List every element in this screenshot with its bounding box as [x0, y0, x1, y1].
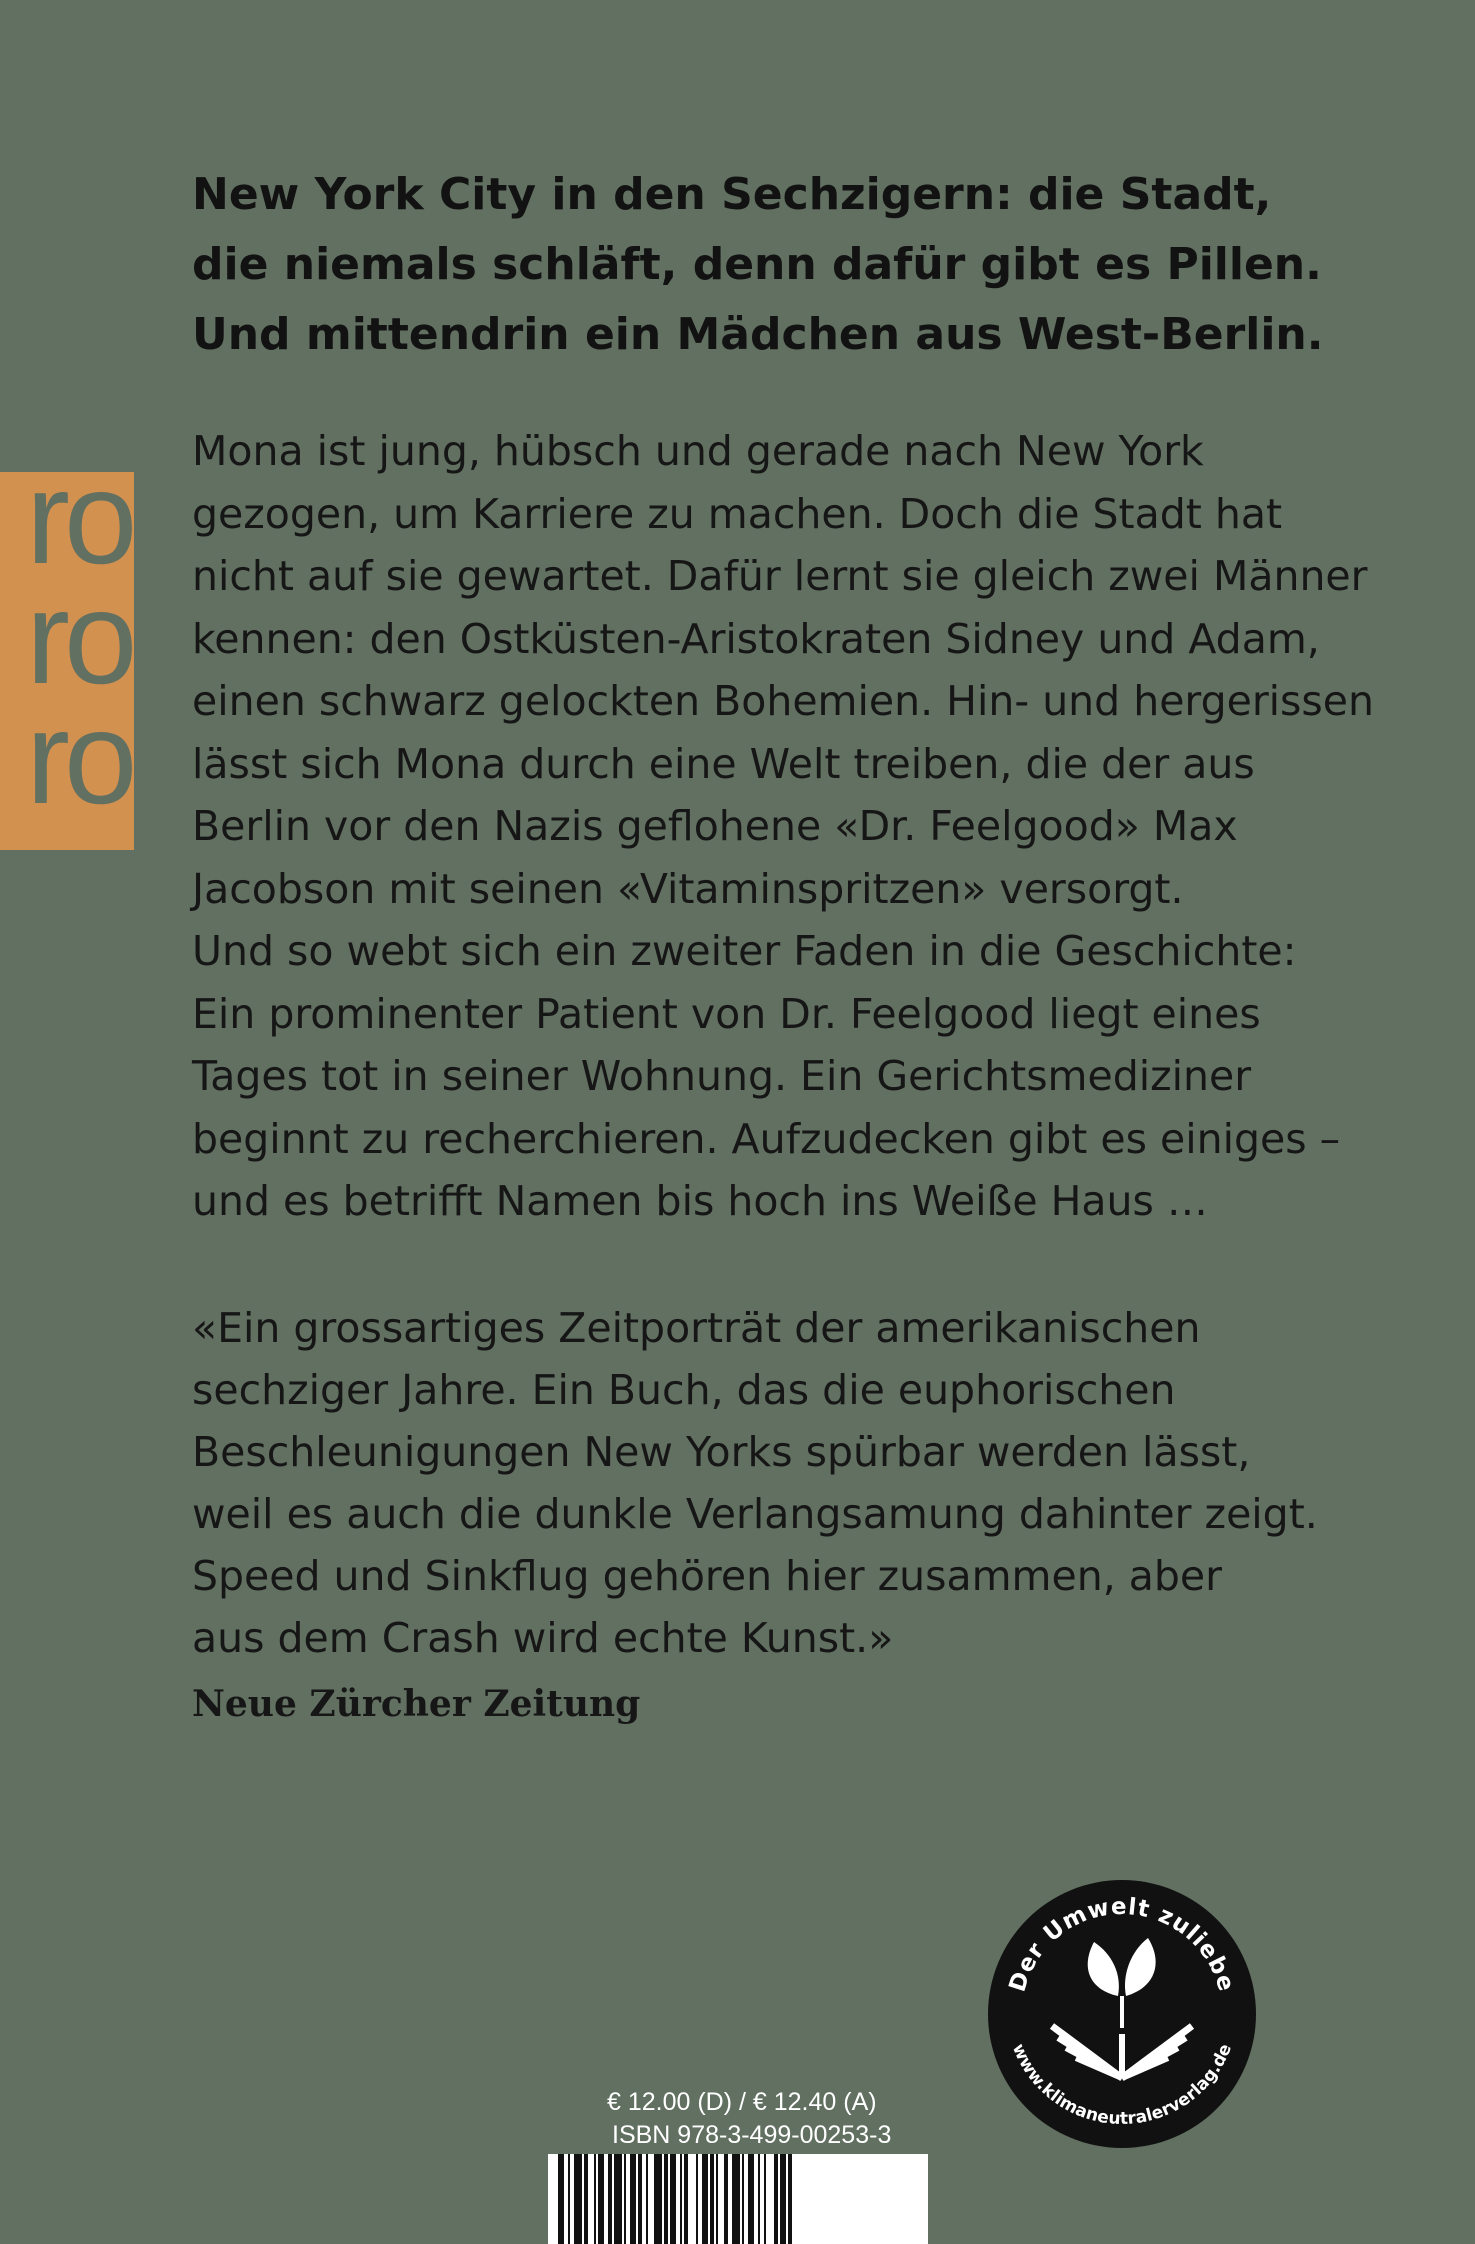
barcode-bar — [624, 2154, 626, 2244]
barcode-bar — [574, 2154, 582, 2244]
logo-line: ro — [26, 564, 132, 711]
barcode-bar — [614, 2154, 622, 2244]
teaser-text — [192, 160, 1372, 370]
climate-neutral-seal — [986, 1878, 1258, 2150]
barcode-bar — [568, 2154, 570, 2244]
logo-line: ro — [26, 472, 132, 591]
blurb-line: gezogen, um Karriere zu machen. Doch die Stadt hat — [192, 489, 1283, 538]
review-quote — [192, 1297, 1392, 1669]
barcode-bar — [716, 2154, 718, 2244]
barcode-bar — [724, 2154, 728, 2244]
blurb-line: beginnt zu recherchieren. Aufzudecken gibt es einiges – — [192, 1114, 1341, 1163]
isbn-label: ISBN 978-3-499-00253-3 — [612, 2121, 892, 2149]
barcode-bar — [702, 2154, 708, 2244]
barcode-bar — [608, 2154, 612, 2244]
quote-line: «Ein grossartiges Zeitporträt der amerikanischen — [192, 1304, 1201, 1352]
quote-line: Beschleunigungen New Yorks spürbar werden lässt, — [192, 1428, 1251, 1476]
barcode-bar — [710, 2154, 714, 2244]
quote-line: sechziger Jahre. Ein Buch, das die euphorischen — [192, 1366, 1176, 1414]
blurb-line: Berlin vor den Nazis geflohene «Dr. Feelgood» Max — [192, 802, 1238, 850]
barcode-bar — [664, 2154, 668, 2244]
rororo-logo — [0, 472, 134, 850]
barcode-bar — [684, 2154, 688, 2244]
blurb-text — [192, 420, 1392, 1233]
barcode-bar — [654, 2154, 662, 2244]
seal-top-text: Der Umwelt zuliebe — [1004, 1893, 1240, 1995]
blurb-line: Und so webt sich ein zweiter Faden in die Geschichte: — [192, 927, 1297, 975]
blurb-line: und es betrifft Namen bis hoch ins Weiße Haus … — [192, 1177, 1208, 1225]
barcode-bar — [584, 2154, 588, 2244]
barcode-bar — [696, 2154, 698, 2244]
quote-line: weil es auch die dunkle Verlangsamung dahinter zeigt. — [192, 1490, 1318, 1538]
barcode-bar — [780, 2154, 786, 2244]
barcode-bar — [748, 2154, 754, 2244]
barcode-bar — [646, 2154, 648, 2244]
barcode-bar — [742, 2154, 744, 2244]
barcode-bar — [558, 2154, 564, 2244]
barcode-bar — [758, 2154, 760, 2244]
barcode-bar — [788, 2154, 792, 2244]
quote-line: aus dem Crash wird echte Kunst.» — [192, 1614, 894, 1662]
teaser-line: die niemals schläft, denn dafür gibt es Pillen. — [192, 239, 1322, 290]
blurb-line: Tages tot in seiner Wohnung. Ein Gerichtsmediziner — [192, 1052, 1252, 1100]
teaser-line: Und mittendrin ein Mädchen aus West-Berlin. — [192, 309, 1324, 360]
barcode-bar — [774, 2154, 778, 2244]
quote-line: Speed und Sinkflug gehören hier zusammen, aber — [192, 1552, 1222, 1600]
blurb-line: lässt sich Mona durch eine Welt treiben, die der aus — [192, 739, 1255, 788]
logo-line: ro — [26, 684, 132, 831]
barcode-bar — [598, 2154, 604, 2244]
barcode-bar — [670, 2154, 676, 2244]
barcode-bar — [638, 2154, 642, 2244]
seal-bottom-text: www.klimaneutralerverlag.de — [1007, 2040, 1237, 2130]
blurb-line: Mona ist jung, hübsch und gerade nach New York — [192, 427, 1204, 475]
barcode-bar — [764, 2154, 766, 2244]
barcode-bar — [594, 2154, 596, 2244]
barcode-bar — [630, 2154, 636, 2244]
barcode-bar — [732, 2154, 740, 2244]
blurb-line: nicht auf sie gewartet. Dafür lernt sie gleich zwei Männer — [192, 552, 1368, 600]
blurb-line: Ein prominenter Patient von Dr. Feelgood liegt eines — [192, 989, 1261, 1038]
teaser-line: New York City in den Sechzigern: die Stadt, — [192, 169, 1272, 220]
barcode — [548, 2154, 928, 2244]
blurb-line: Jacobson mit seinen «Vitaminspritzen» versorgt. — [192, 864, 1184, 913]
barcode-bar — [680, 2154, 682, 2244]
price-label: € 12.00 (D) / € 12.40 (A) — [607, 2088, 877, 2116]
quote-source: Neue Zürcher Zeitung — [192, 1683, 641, 1725]
blurb-line: einen schwarz gelockten Bohemien. Hin- und hergerissen — [192, 677, 1374, 725]
blurb-line: kennen: den Ostküsten-Aristokraten Sidney und Adam, — [192, 614, 1320, 663]
